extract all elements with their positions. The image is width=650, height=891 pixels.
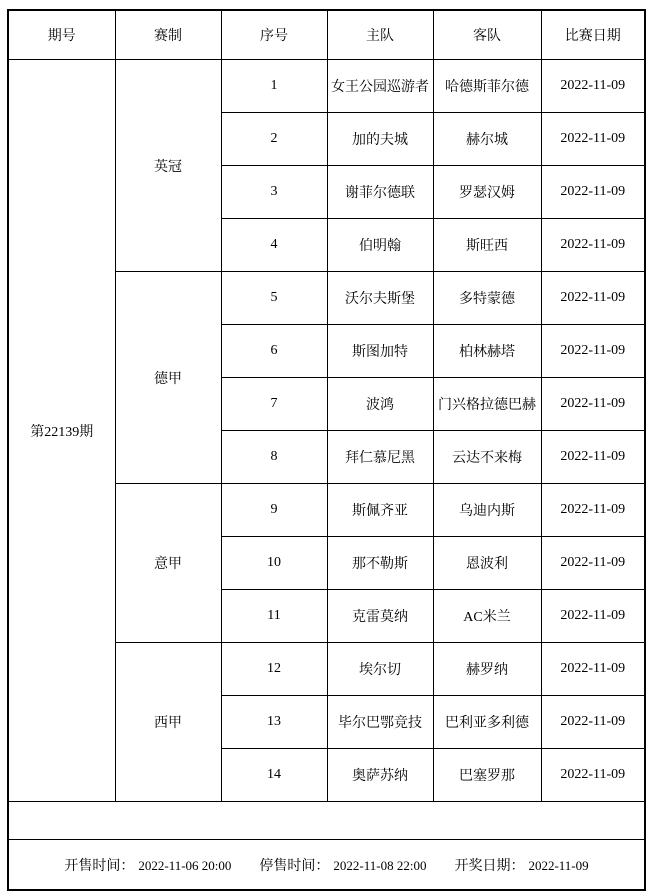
away-team-cell: 巴塞罗那 bbox=[433, 749, 541, 802]
home-team-cell: 斯图加特 bbox=[327, 325, 433, 378]
date-cell: 2022-11-09 bbox=[541, 219, 645, 272]
draw-date-label: 开奖日期： bbox=[454, 858, 525, 874]
sale-start-time bbox=[64, 855, 231, 875]
spacer-cell bbox=[8, 802, 645, 840]
away-team-cell: AC米兰 bbox=[433, 590, 541, 643]
away-team-cell: 斯旺西 bbox=[433, 219, 541, 272]
sale-stop-value: 2022-11-08 22:00 bbox=[333, 857, 427, 873]
date-cell: 2022-11-09 bbox=[541, 113, 645, 166]
seq-cell: 1 bbox=[221, 60, 327, 113]
home-team-cell: 加的夫城 bbox=[327, 113, 433, 166]
seq-cell: 12 bbox=[221, 643, 327, 696]
sale-stop-time bbox=[259, 855, 426, 875]
col-header-seq: 序号 bbox=[221, 10, 327, 60]
away-team-cell: 赫罗纳 bbox=[433, 643, 541, 696]
sale-stop-label: 停售时间： bbox=[259, 858, 330, 874]
home-team-cell: 沃尔夫斯堡 bbox=[327, 272, 433, 325]
away-team-cell: 多特蒙德 bbox=[433, 272, 541, 325]
home-team-cell: 谢菲尔德联 bbox=[327, 166, 433, 219]
col-header-period: 期号 bbox=[8, 10, 115, 60]
draw-date bbox=[454, 855, 588, 875]
away-team-cell: 恩波利 bbox=[433, 537, 541, 590]
league-cell: 德甲 bbox=[115, 272, 221, 484]
seq-cell: 4 bbox=[221, 219, 327, 272]
league-cell: 意甲 bbox=[115, 484, 221, 643]
col-header-away: 客队 bbox=[433, 10, 541, 60]
away-team-cell: 云达不来梅 bbox=[433, 431, 541, 484]
away-team-cell: 门兴格拉德巴赫 bbox=[433, 378, 541, 431]
date-cell: 2022-11-09 bbox=[541, 272, 645, 325]
home-team-cell: 毕尔巴鄂竞技 bbox=[327, 696, 433, 749]
league-cell: 英冠 bbox=[115, 60, 221, 272]
date-cell: 2022-11-09 bbox=[541, 590, 645, 643]
date-cell: 2022-11-09 bbox=[541, 378, 645, 431]
date-cell: 2022-11-09 bbox=[541, 166, 645, 219]
seq-cell: 9 bbox=[221, 484, 327, 537]
date-cell: 2022-11-09 bbox=[541, 431, 645, 484]
table-row bbox=[8, 60, 645, 113]
footer-row bbox=[8, 840, 645, 891]
home-team-cell: 伯明翰 bbox=[327, 219, 433, 272]
home-team-cell: 拜仁慕尼黑 bbox=[327, 431, 433, 484]
home-team-cell: 克雷莫纳 bbox=[327, 590, 433, 643]
away-team-cell: 柏林赫塔 bbox=[433, 325, 541, 378]
date-cell: 2022-11-09 bbox=[541, 696, 645, 749]
date-cell: 2022-11-09 bbox=[541, 484, 645, 537]
draw-date-value: 2022-11-09 bbox=[528, 857, 589, 873]
sale-start-value: 2022-11-06 20:00 bbox=[138, 857, 232, 873]
away-team-cell: 罗瑟汉姆 bbox=[433, 166, 541, 219]
home-team-cell: 埃尔切 bbox=[327, 643, 433, 696]
period-cell: 第22139期 bbox=[8, 60, 115, 802]
away-team-cell: 乌迪内斯 bbox=[433, 484, 541, 537]
home-team-cell: 奥萨苏纳 bbox=[327, 749, 433, 802]
seq-cell: 10 bbox=[221, 537, 327, 590]
seq-cell: 8 bbox=[221, 431, 327, 484]
home-team-cell: 波鸿 bbox=[327, 378, 433, 431]
seq-cell: 11 bbox=[221, 590, 327, 643]
date-cell: 2022-11-09 bbox=[541, 749, 645, 802]
footer-cell bbox=[8, 840, 645, 891]
seq-cell: 7 bbox=[221, 378, 327, 431]
header-row bbox=[8, 10, 645, 60]
seq-cell: 2 bbox=[221, 113, 327, 166]
home-team-cell: 女王公园巡游者 bbox=[327, 60, 433, 113]
col-header-date: 比赛日期 bbox=[541, 10, 645, 60]
sale-info-line bbox=[9, 855, 644, 875]
seq-cell: 5 bbox=[221, 272, 327, 325]
seq-cell: 6 bbox=[221, 325, 327, 378]
match-schedule-table bbox=[7, 9, 646, 891]
seq-cell: 3 bbox=[221, 166, 327, 219]
sale-start-label: 开售时间： bbox=[64, 858, 135, 874]
spacer-row bbox=[8, 802, 645, 840]
away-team-cell: 赫尔城 bbox=[433, 113, 541, 166]
date-cell: 2022-11-09 bbox=[541, 325, 645, 378]
seq-cell: 14 bbox=[221, 749, 327, 802]
date-cell: 2022-11-09 bbox=[541, 60, 645, 113]
col-header-home: 主队 bbox=[327, 10, 433, 60]
date-cell: 2022-11-09 bbox=[541, 643, 645, 696]
away-team-cell: 巴利亚多利德 bbox=[433, 696, 541, 749]
col-header-league: 赛制 bbox=[115, 10, 221, 60]
league-cell: 西甲 bbox=[115, 643, 221, 802]
seq-cell: 13 bbox=[221, 696, 327, 749]
away-team-cell: 哈德斯菲尔德 bbox=[433, 60, 541, 113]
date-cell: 2022-11-09 bbox=[541, 537, 645, 590]
home-team-cell: 那不勒斯 bbox=[327, 537, 433, 590]
home-team-cell: 斯佩齐亚 bbox=[327, 484, 433, 537]
